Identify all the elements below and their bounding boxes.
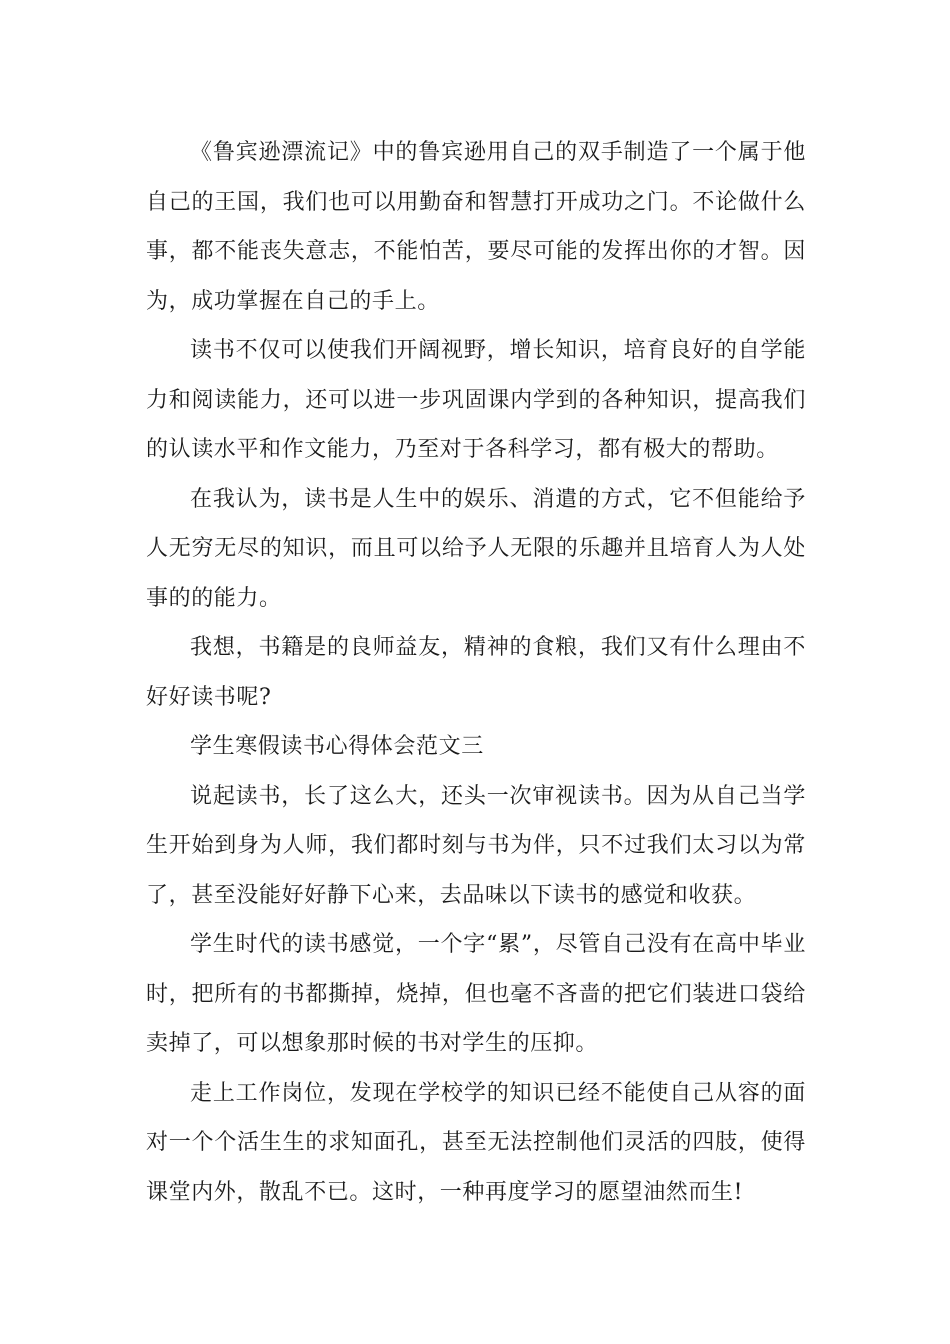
paragraph-reading-benefits: 读书不仅可以使我们开阔视野，增长知识，培育良好的自学能力和阅读能力，还可以进一步巩固课内学到的各种知识，提高我们的认读水平和作文能力，乃至对于各科学习，都有极大的帮助。 — [146, 338, 806, 462]
paragraph-books-friends: 我想，书籍是的良师益友，精神的食粮，我们又有什么理由不好好读书呢? — [146, 635, 806, 710]
paragraph-reading-entertainment: 在我认为，读书是人生中的娱乐、消遣的方式，它不但能给予人无穷无尽的知识，而且可以给予人无限的乐趣并且培育人为人处事的的能力。 — [146, 486, 806, 611]
section-heading: 学生寒假读书心得体会范文三 — [190, 734, 484, 759]
paragraph-student-days: 学生时代的读书感觉，一个字“累”，尽管自己没有在高中毕业时，把所有的书都撕掉，烧掉，但也毫不吝啬的把它们装进口袋给卖掉了，可以想象那时候的书对学生的压抑。 — [146, 932, 806, 1056]
paragraph-work-post: 走上工作岗位，发现在学校学的知识已经不能使自己从容的面对一个个活生生的求知面孔，甚至无法控制他们灵活的四肢，使得课堂内外，散乱不已。这时，一种再度学习的愿望油然而生! — [146, 1080, 806, 1205]
paragraph-robinson: 《鲁宾逊漂流记》中的鲁宾逊用自己的双手制造了一个属于他自己的王国，我们也可以用勤奋和智慧打开成功之门。不论做什么事，都不能丧失意志，不能怕苦，要尽可能的发挥出你的才智。因为，成功掌握在自己的手上。 — [146, 140, 806, 314]
document-body — [146, 128, 806, 1217]
paragraph-reviewing-reading: 说起读书，长了这么大，还头一次审视读书。因为从自己当学生开始到身为人师，我们都时刻与书为伴，只不过我们太习以为常了，甚至没能好好静下心来，去品味以下读书的感觉和收获。 — [146, 783, 806, 908]
